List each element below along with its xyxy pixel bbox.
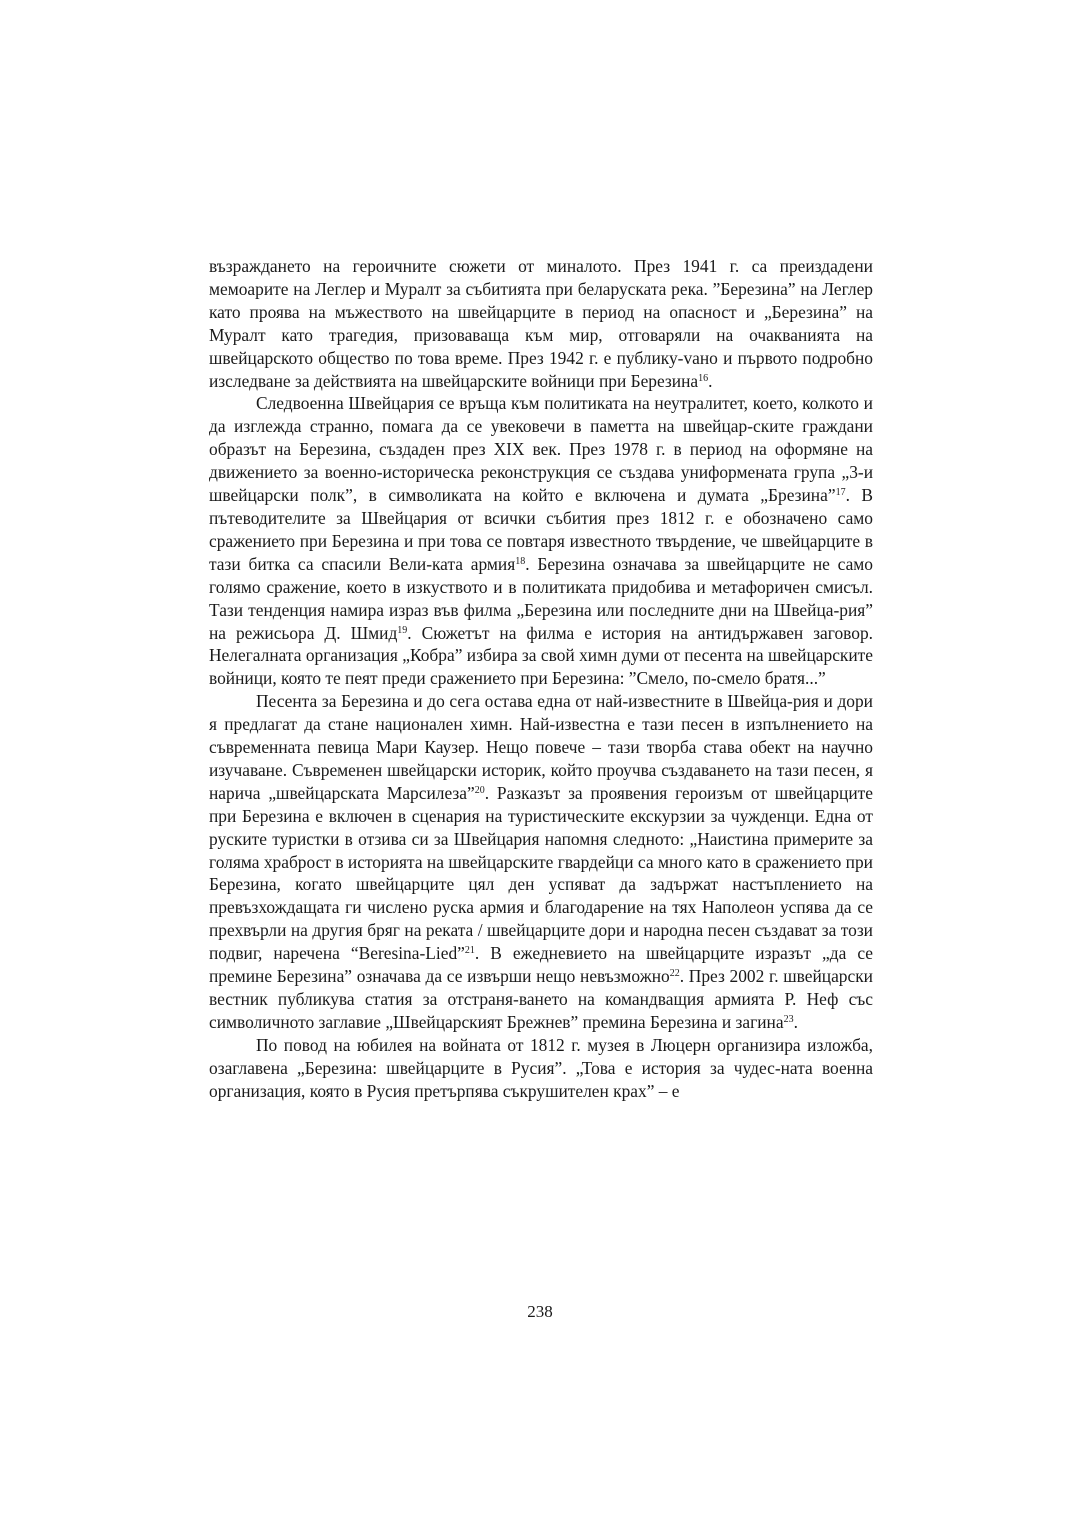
footnote-ref: 23 xyxy=(783,1013,794,1025)
page-number: 238 xyxy=(527,1302,553,1321)
footnote-ref: 19 xyxy=(397,624,408,636)
footnote-ref: 16 xyxy=(698,372,709,384)
footnote-ref: 22 xyxy=(669,968,680,980)
body-text xyxy=(209,255,873,1103)
paragraph-1: възраждането на героичните сюжети от миналото. През 1941 г. са преиздадени мемоарите на Леглер и Муралт за събитията при беларуската река. ”Березина” на Леглер като проява на мъжеството на швейцарците в период на опасност и „Березина” на Муралт като трагедия, призоваваща към мир, отговаряли на очакванията на швейцарското общество по това време. През 1942 г. е публику-vано и първото подробно изследване за действията на швейцарските войници при Березина$^{16}$. xyxy=(209,256,873,391)
footnote-ref: 18 xyxy=(515,555,526,567)
paragraph-2: Следвоенна Швейцария се връща към политиката на неутралитет, което, колкото и да изглежда странно, помага да се увековечи в паметта на швейцар-ските граждани образът на Березина, създаден през XIX век. През 1978 г. в период на оформяне на движението за военно-историческа реконструкция се създава униформената група „3-и швейцарски полк”, в символиката на който е включена и думата „Брезина”$^{17}$. В пътеводителите за Швейцария от всички събития през 1812 г. е обозначено само сражението при Березина и при това се повтаря известното твърдение, че швейцарците в тази битка са спасили Вели-ката армия$^{18}$. Березина означава за швейцарците не само голямо сражение, което в изкуството и в политиката придобива и метафоричен смисъл. Тази тенденция намира израз във филма „Березина или последните дни на Швейца-рия” на режисьора Д. Шмид$^{19}$. Сюжетът на филма е история на антидържавен заговор. Нелегалната организация „Кобра” избира за свой химн думи от песента на швейцарските войници, която те пеят преди сражението при Березина: ”Смело, по-смело братя...” xyxy=(209,393,874,689)
footnote-ref: 17 xyxy=(835,487,846,499)
footnote-ref: 20 xyxy=(474,784,485,796)
paragraph-4: По повод на юбилея на войната от 1812 г. музея в Люцерн организира изложба, озаглавена „Березина: швейцарците в Русия”. „Това е история за чудес-ната военна организация, която в Русия претърпява съкрушителен крах” – е xyxy=(209,1034,873,1101)
paragraph-3: Песента за Березина и до сега остава една от най-известните в Швейца-рия и дори я предлагат да стане национален химн. Най-известна е тази песен в изпълнението на съвременната певица Мари Каузер. Нещо повече – тази творба става обект на научно изучаване. Съвременен швейцарски историк, който проучва създаването на тази песен, я нарича „швейцарската Марсилеза”$^{20}$. Разказът за проявения героизъм от швейцарците при Березина е включен в сценария на туристическите екскурзии за чужденци. Една от руските туристки в отзива си за Швейцария напомня следното: „Наистина примерите за голяма храброст в историята на швейцарските гвардейци са много като в сражението при Березина, когато швейцарците цял ден успяват да задържат настъплението на превъзхождащата ги числено руска армия и благодарение на тях Наполеон успява да се прехвърли на другия бряг на реката / швейцарците дори и народна песен създават за този подвиг, наречена “Beresina-Lied”$^{21}$. В ежедневието на швейцарците изразът „да се премине Березина” означава да се извърши нещо невъзможно$^{22}$. През 2002 г. швейцарски вестник публикува статия за отстраня-ването на командващия армията Р. Неф със символичното заглавие „Швейцарският Брежнев” премина Березина и загина$^{23}$. xyxy=(209,691,873,1032)
footnote-ref: 21 xyxy=(464,945,475,957)
